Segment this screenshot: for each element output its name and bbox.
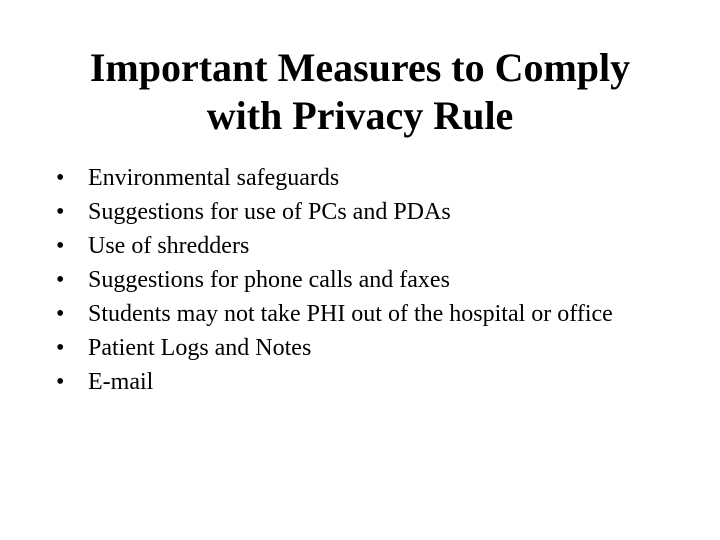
bullet-icon: • bbox=[56, 165, 65, 191]
bullet-text: Suggestions for use of PCs and PDAs bbox=[88, 199, 451, 225]
bullet-text: Students may not take PHI out of the hospital or office bbox=[88, 301, 613, 327]
bullet-list bbox=[56, 162, 656, 400]
bullet-item-e-mail bbox=[56, 366, 656, 398]
bullet-item-environmental-safeguards bbox=[56, 162, 656, 194]
bullet-icon: • bbox=[56, 369, 65, 395]
title-line-1: Important Measures to Comply bbox=[89, 45, 631, 90]
bullet-icon: • bbox=[56, 335, 65, 361]
bullet-item-shredders bbox=[56, 230, 656, 262]
title-line-2: with Privacy Rule bbox=[206, 93, 514, 138]
bullet-icon: • bbox=[56, 233, 65, 259]
bullet-text: Patient Logs and Notes bbox=[88, 335, 312, 361]
bullet-item-phi-out-of-hospital bbox=[56, 298, 656, 330]
bullet-text: Use of shredders bbox=[88, 233, 250, 259]
bullet-icon: • bbox=[56, 267, 65, 293]
bullet-text: Suggestions for phone calls and faxes bbox=[88, 267, 450, 293]
slide-title bbox=[36, 44, 684, 140]
bullet-icon: • bbox=[56, 199, 65, 225]
bullet-text: Environmental safeguards bbox=[88, 165, 340, 191]
bullet-icon: • bbox=[56, 301, 65, 327]
bullet-item-phone-calls-and-faxes bbox=[56, 264, 656, 296]
bullet-text: E-mail bbox=[88, 369, 154, 395]
bullet-item-pcs-and-pdas bbox=[56, 196, 656, 228]
bullet-item-patient-logs-and-notes bbox=[56, 332, 656, 364]
